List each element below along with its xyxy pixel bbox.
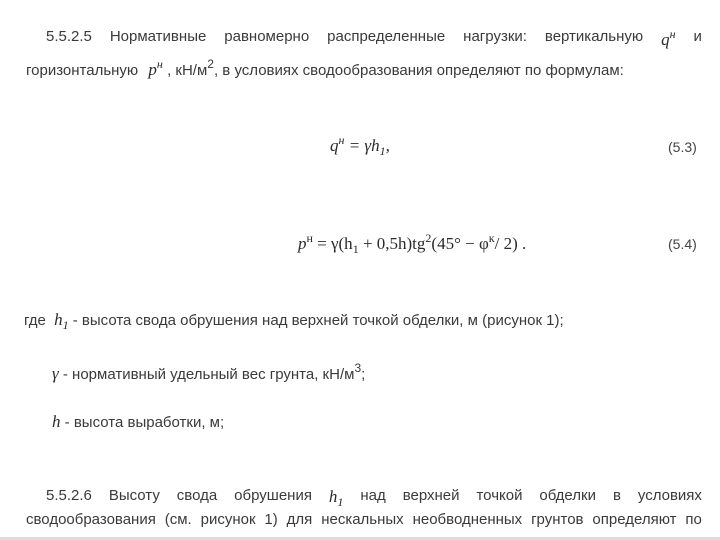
para2-word: (см. xyxy=(164,511,192,528)
formula-5-3: $q^н = \gamma h_1$, xyxy=(330,133,390,158)
para2-line1 xyxy=(46,487,702,507)
para2-word: по xyxy=(685,511,702,528)
para2-word: точкой xyxy=(476,487,523,504)
para1-line1 xyxy=(46,28,702,48)
para2-word: Высоту xyxy=(108,487,160,504)
definition-h1: где $h_1$ - высота свода обрушения над верхней точкой обделки, м (рисунок 1); xyxy=(24,310,564,332)
h1-variable-inline: $h_1$ xyxy=(328,487,344,509)
formula-5-4: $p^н = \gamma(h_1 + 0,5h)tg^2(45^\circ - \varphi^к/$ 2) . xyxy=(298,231,527,256)
para1-word: нагрузки: xyxy=(463,28,527,45)
para2-word: свода xyxy=(176,487,218,504)
para2-word: для xyxy=(286,511,313,528)
para2-word: сводообразования xyxy=(26,511,156,528)
h1-variable: $h_1$ xyxy=(54,310,69,332)
para2-word: верхней xyxy=(402,487,460,504)
para2-word: обрушения xyxy=(234,487,312,504)
formula-number-5-4: (5.4) xyxy=(668,236,697,252)
para2-word: рисунок xyxy=(200,511,256,528)
para2-word: условиях xyxy=(637,487,702,504)
para1-word: горизонтальную xyxy=(26,62,139,79)
p-variable: $p^н$ xyxy=(148,57,163,79)
para2-word: 1) xyxy=(264,511,278,528)
h-variable: h xyxy=(52,412,61,431)
q-variable: $q^н$ xyxy=(661,27,676,49)
para1-word: Нормативные xyxy=(109,28,207,45)
gamma-variable: γ xyxy=(52,364,59,383)
para2-word: необводненных xyxy=(412,511,523,528)
para1-line2 xyxy=(26,57,624,80)
para2-word: грунтов xyxy=(531,511,584,528)
definition-h: h - высота выработки, м; xyxy=(52,412,225,431)
para2-word: нескальных xyxy=(321,511,404,528)
para2-word: над xyxy=(360,487,386,504)
para1-word: и xyxy=(693,28,702,45)
para2-word: обделки xyxy=(539,487,596,504)
para2-line2 xyxy=(26,511,702,528)
para1-word: распределенные xyxy=(327,28,446,45)
para1-word: вертикальную xyxy=(544,28,644,45)
para1-rest: , в условиях сводообразования определяют по формулам: xyxy=(213,62,624,79)
para1-number: 5.5.2.5 xyxy=(46,28,92,45)
para2-number: 5.5.2.6 xyxy=(46,487,92,504)
formula-number-5-3: (5.3) xyxy=(668,139,697,155)
para2-word: определяют xyxy=(592,511,677,528)
unit-text: , $кН/м^2$ xyxy=(167,57,214,79)
para1-word: равномерно xyxy=(224,28,310,45)
para2-word: в xyxy=(612,487,621,504)
definition-gamma: γ - нормативный удельный вес грунта, $кН/м^3$; xyxy=(52,361,366,383)
